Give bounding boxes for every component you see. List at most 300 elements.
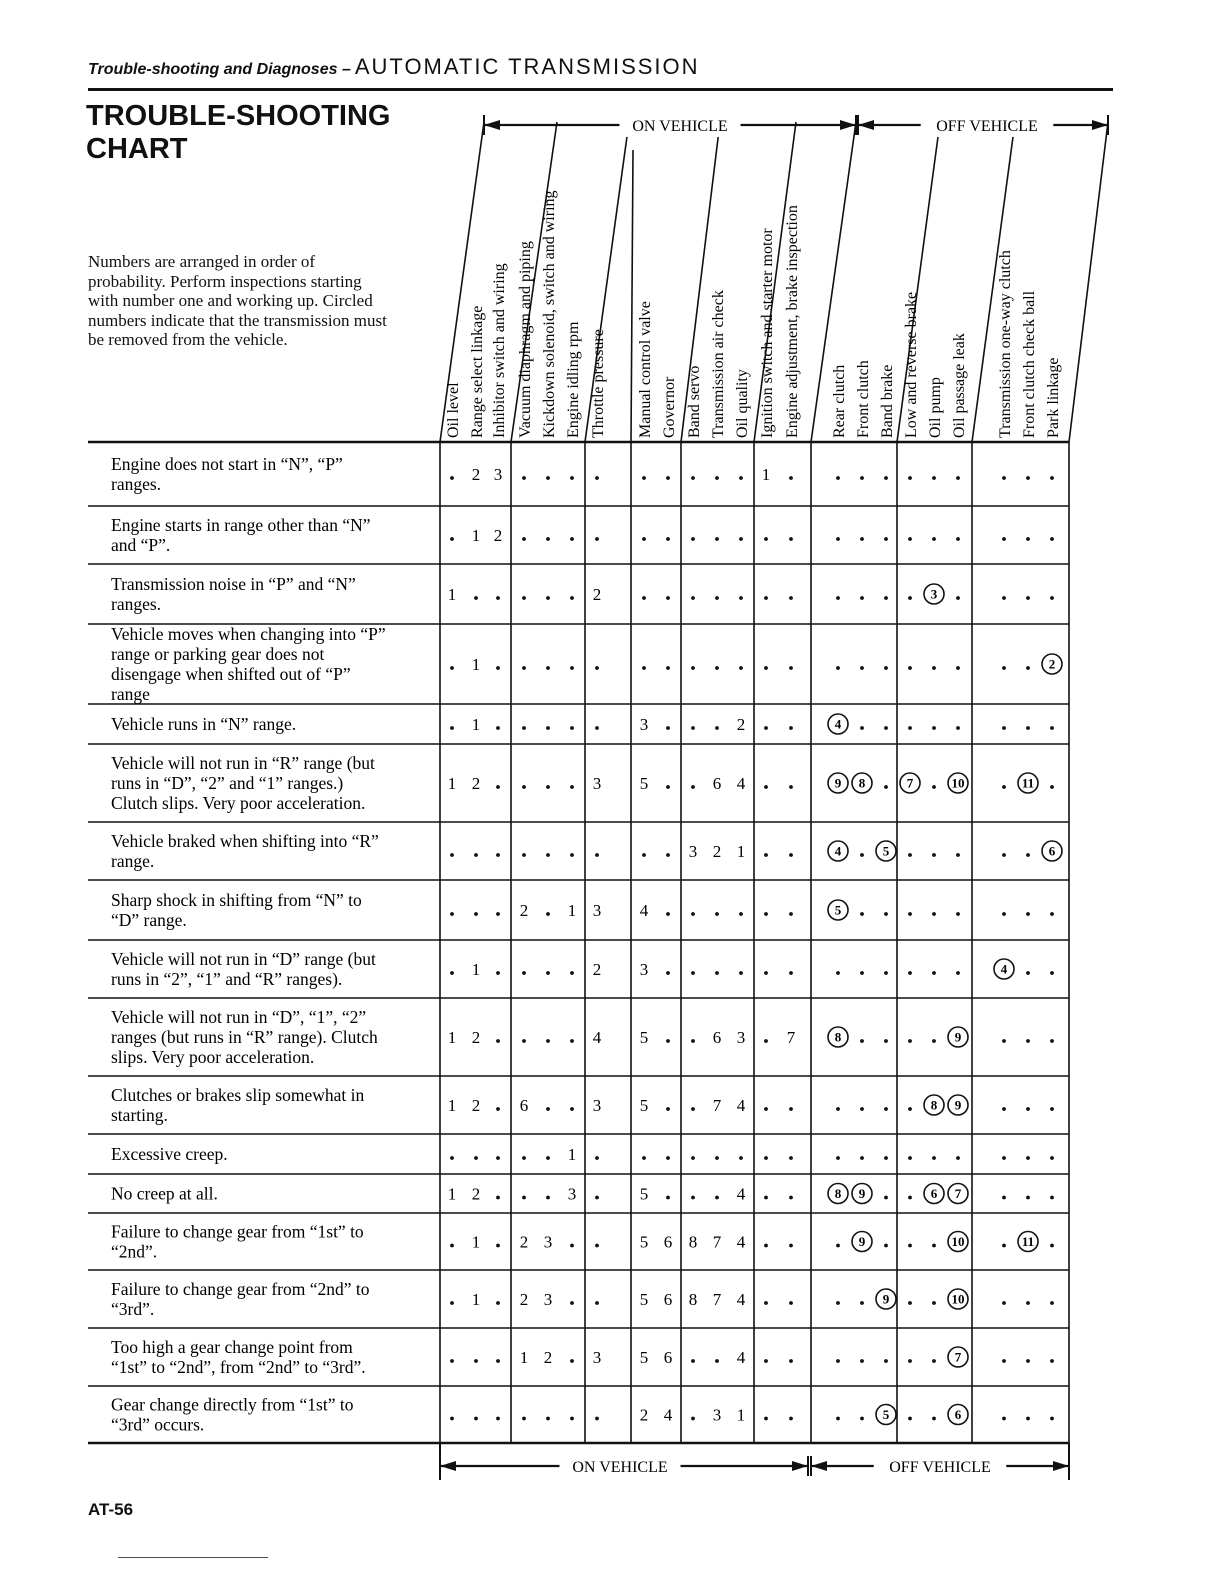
page-title-line2: CHART [86,133,188,165]
cell-dot [836,666,840,670]
cell-dot [884,476,888,480]
cell-dot [1002,785,1006,789]
cell-dot [932,971,936,975]
cell-circled-number: 5 [882,843,890,859]
cell-dot [715,971,719,975]
column-header: Band brake [879,364,896,438]
cell-dot [570,853,574,857]
cell-dot [1002,1107,1006,1111]
cell-dot [496,1359,500,1363]
cell-dot [570,785,574,789]
row-symptom-line: slips. Very poor acceleration. [111,1047,315,1067]
cell-circled-number: 10 [951,775,965,791]
cell-dot [666,1039,670,1043]
cell-dot [1026,1417,1030,1421]
cell-dot [860,537,864,541]
cell-number: 2 [639,1405,649,1425]
row-symptom-line: “1st” to “2nd”, from “2nd” to “3rd”. [111,1357,366,1377]
cell-dot [666,912,670,916]
cell-dot [474,1156,478,1160]
cell-dot [522,666,526,670]
cell-dot [1002,537,1006,541]
cell-dot [595,853,599,857]
cell-number: 4 [736,774,746,793]
cell-circled-number: 9 [834,775,842,791]
cell-dot [715,1156,719,1160]
cell-dot [908,853,912,857]
running-head-section: Trouble-shooting and Diagnoses – [88,61,351,78]
row-symptom-line: ranges. [111,594,162,614]
cell-dot [496,1107,500,1111]
header-divider [631,150,633,442]
running-head-subject: AUTOMATIC TRANSMISSION [354,54,700,79]
cell-number: 2 [519,1232,529,1252]
cell-number: 3 [592,901,602,920]
cell-dot [450,971,454,975]
cell-dot [932,1039,936,1043]
cell-number: 5 [639,1348,649,1367]
cell-dot [1002,912,1006,916]
cell-dot [932,726,936,730]
cell-dot [570,1417,574,1421]
column-header: Rear clutch [831,364,848,438]
cell-dot [884,1196,888,1200]
cell-dot [1026,853,1030,857]
cell-circled-number: 5 [882,1407,890,1422]
cell-dot [715,912,719,916]
cell-number: 4 [736,1290,746,1309]
cell-circled-number: 5 [834,902,842,918]
row-symptom-line: Vehicle will not run in “D”, “1”, “2” [111,1007,367,1027]
column-header: Oil passage leak [951,333,968,438]
row-symptom-line: range. [111,851,155,871]
cell-dot [1050,971,1054,975]
cell-dot [666,476,670,480]
cell-dot [1026,666,1030,670]
cell-circled-number: 10 [951,1234,965,1249]
cell-dot [956,726,960,730]
row-symptom-line: “3rd” occurs. [111,1414,205,1435]
cell-dot [1002,1156,1006,1160]
cell-dot [739,971,743,975]
cell-number: 2 [736,715,746,734]
off-vehicle-label-bottom: OFF VEHICLE [889,1459,991,1476]
cell-dot [764,1039,768,1043]
cell-dot [860,1417,864,1421]
cell-dot [666,1107,670,1111]
cell-number: 2 [471,1096,481,1115]
row-symptom [111,714,296,734]
off-vehicle-arrow-bottom-head-left [811,1461,827,1471]
cell-dot [908,726,912,730]
cell-circled-number: 4 [834,843,842,859]
column-header: Oil quality [734,369,751,438]
cell-dot [789,1156,793,1160]
cell-dot [884,537,888,541]
cell-dot [836,1301,840,1305]
cell-dot [666,1156,670,1160]
cell-number: 3 [639,715,649,734]
cell-number: 1 [519,1348,529,1367]
column-header: Band servo [686,365,703,438]
cell-dot [1002,1301,1006,1305]
cell-dot [642,1156,646,1160]
cell-dot [1026,1107,1030,1111]
cell-circled-number: 6 [954,1407,962,1422]
cell-dot [932,666,936,670]
cell-dot [956,476,960,480]
row-symptom-line: starting. [111,1105,168,1125]
cell-dot [764,1156,768,1160]
cell-dot [691,1107,695,1111]
cell-dot [1026,537,1030,541]
cell-dot [546,1039,550,1043]
on-vehicle-arrow-bottom-head-right [792,1461,808,1471]
cell-dot [546,785,550,789]
cell-dot [1002,1417,1006,1421]
cell-circled-number: 8 [834,1186,842,1201]
cell-dot [1026,912,1030,916]
column-header: Vacuum diaphragm and piping [517,241,534,438]
cell-dot [450,853,454,857]
cell-dot [789,971,793,975]
cell-dot [908,537,912,541]
cell-dot [496,1244,500,1248]
off-vehicle-arrow-bottom-head-right [1053,1461,1069,1471]
cell-dot [789,666,793,670]
cell-dot [570,537,574,541]
cell-dot [1002,1244,1006,1248]
cell-dot [570,666,574,670]
row-symptom [111,515,371,555]
cell-dot [642,666,646,670]
cell-dot [522,476,526,480]
cell-number: 3 [712,1405,722,1425]
cell-dot [1026,596,1030,600]
cell-number: 4 [663,1405,673,1425]
cell-dot [595,537,599,541]
cell-dot [908,666,912,670]
cell-number: 7 [712,1096,722,1115]
row-symptom-line: Transmission noise in “P” and “N” [111,574,356,594]
cell-dot [666,785,670,789]
column-header: Ignition switch and starter motor [759,228,776,438]
cell-dot [836,537,840,541]
cell-dot [691,785,695,789]
row-symptom [111,454,343,494]
cell-dot [956,912,960,916]
cell-dot [789,853,793,857]
cell-dot [932,1359,936,1363]
cell-dot [1026,1196,1030,1200]
cell-dot [739,596,743,600]
cell-dot [450,1244,454,1248]
cell-circled-number: 8 [834,1029,842,1045]
cell-number: 5 [639,1290,649,1309]
cell-dot [546,476,550,480]
cell-dot [496,726,500,730]
cell-dot [836,1107,840,1111]
cell-dot [764,1359,768,1363]
cell-number: 3 [592,774,602,793]
footer-rule [118,1557,268,1558]
cell-dot [546,1156,550,1160]
cell-dot [715,1196,719,1200]
cell-dot [764,666,768,670]
row-symptom-line: range or parking gear does not [111,644,325,664]
cell-dot [884,596,888,600]
row-symptom-line: Clutch slips. Very poor acceleration. [111,793,366,813]
cell-dot [884,1156,888,1160]
cell-dot [764,726,768,730]
cell-dot [595,1417,599,1421]
cell-dot [860,853,864,857]
cell-number: 3 [567,1184,577,1204]
column-header: Inhibitor switch and wiring [491,263,508,438]
cell-dot [496,1196,500,1200]
cell-number: 1 [447,585,457,604]
row-symptom-line: disengage when shifted out of “P” [111,664,351,684]
cell-dot [666,596,670,600]
cell-dot [546,1417,550,1421]
cell-dot [715,726,719,730]
cell-number: 5 [639,1184,649,1204]
row-symptom-line: runs in “2”, “1” and “R” ranges). [111,969,343,989]
cell-dot [595,1156,599,1160]
cell-dot [642,537,646,541]
cell-circled-number: 2 [1048,656,1056,672]
cell-circled-number: 7 [954,1186,962,1201]
cell-dot [570,1301,574,1305]
cell-number: 2 [471,465,481,484]
cell-dot [715,537,719,541]
cell-dot [570,1107,574,1111]
cell-dot [860,726,864,730]
on-vehicle-arrow-bottom-head-left [440,1461,456,1471]
column-header: Kickdown solenoid, switch and wiring [541,190,558,438]
cell-dot [764,853,768,857]
row-symptom-line: Gear change directly from “1st” to [111,1394,354,1415]
cell-dot [739,1156,743,1160]
cell-dot [1026,1156,1030,1160]
cell-dot [789,1359,793,1363]
row-symptom-line: runs in “D”, “2” and “1” ranges.) [111,773,344,793]
cell-dot [908,476,912,480]
cell-number: 3 [493,465,503,484]
cell-number: 6 [663,1232,673,1252]
cell-dot [956,1156,960,1160]
cell-dot [450,726,454,730]
cell-number: 8 [688,1232,698,1252]
cell-dot [789,1244,793,1248]
cell-dot [450,1417,454,1421]
cell-dot [884,1359,888,1363]
cell-dot [570,1244,574,1248]
row-symptom [111,1085,364,1125]
cell-number: 3 [639,960,649,979]
cell-number: 1 [471,526,481,545]
cell-number: 2 [471,1184,481,1204]
row-symptom [111,1337,366,1377]
cell-dot [789,1107,793,1111]
cell-dot [522,785,526,789]
cell-number: 2 [592,960,602,979]
cell-dot [908,1244,912,1248]
cell-dot [908,1196,912,1200]
row-symptom-line: Engine does not start in “N”, “P” [111,454,343,474]
row-symptom [111,890,362,930]
cell-dot [956,596,960,600]
cell-dot [836,1156,840,1160]
cell-circled-number: 7 [906,775,914,791]
cell-dot [764,1301,768,1305]
cell-dot [789,785,793,789]
cell-number: 1 [567,1145,577,1164]
cell-number: 2 [519,901,529,920]
row-symptom [111,624,386,704]
cell-circled-number: 11 [1021,775,1035,791]
cell-dot [496,1156,500,1160]
cell-dot [691,971,695,975]
cell-dot [739,666,743,670]
cell-dot [1050,596,1054,600]
cell-number: 3 [736,1028,746,1047]
cell-number: 6 [663,1348,673,1367]
cell-dot [1002,596,1006,600]
column-header: Front clutch check ball [1021,290,1038,438]
row-symptom-line: Excessive creep. [111,1144,228,1164]
row-symptom-line: No creep at all. [111,1183,218,1204]
cell-dot [908,1417,912,1421]
cell-number: 6 [663,1290,673,1309]
cell-dot [450,476,454,480]
cell-number: 1 [447,1184,457,1204]
column-header: Oil pump [927,377,944,438]
cell-dot [764,912,768,916]
cell-dot [496,1039,500,1043]
cell-number: 5 [639,1096,649,1115]
cell-dot [691,666,695,670]
cell-dot [691,1196,695,1200]
cell-circled-number: 6 [930,1186,938,1201]
cell-dot [474,596,478,600]
cell-dot [1026,1301,1030,1305]
row-symptom-line: Failure to change gear from “1st” to [111,1221,364,1242]
column-header: Park linkage [1045,357,1062,438]
cell-dot [789,1417,793,1421]
cell-dot [1050,1156,1054,1160]
cell-dot [450,1156,454,1160]
cell-dot [884,912,888,916]
cell-dot [691,596,695,600]
row-symptom-line: Engine starts in range other than “N” [111,515,371,535]
cell-dot [474,1359,478,1363]
cell-number: 7 [712,1290,722,1309]
cell-dot [739,476,743,480]
cell-circled-number: 9 [882,1291,890,1307]
cell-dot [546,912,550,916]
cell-dot [1050,912,1054,916]
cell-dot [595,726,599,730]
cell-number: 4 [736,1184,746,1204]
column-header: Front clutch [855,360,872,438]
row-symptom-line: Clutches or brakes slip somewhat in [111,1085,365,1105]
cell-dot [450,912,454,916]
cell-dot [884,785,888,789]
cell-dot [932,853,936,857]
cell-number: 6 [712,1028,722,1047]
cell-dot [836,476,840,480]
cell-dot [522,1039,526,1043]
cell-number: 1 [567,901,577,920]
row-symptom [111,1395,354,1435]
cell-dot [1050,476,1054,480]
row-symptom [111,574,356,614]
cell-number: 4 [736,1232,746,1252]
cell-dot [884,726,888,730]
cell-dot [666,726,670,730]
cell-dot [1002,476,1006,480]
cell-number: 3 [543,1290,553,1309]
row-symptom-line: “D” range. [111,910,187,930]
row-symptom-line: Failure to change gear from “2nd” to [111,1279,370,1299]
cell-dot [1002,1039,1006,1043]
cell-number: 3 [688,842,698,861]
cell-dot [860,1039,864,1043]
cell-dot [860,1301,864,1305]
cell-dot [496,666,500,670]
cell-dot [546,971,550,975]
cell-dot [860,666,864,670]
cell-dot [666,971,670,975]
cell-dot [1050,1107,1054,1111]
cell-dot [642,853,646,857]
cell-number: 2 [493,526,503,545]
cell-dot [789,476,793,480]
cell-number: 3 [592,1096,602,1115]
cell-dot [956,853,960,857]
cell-number: 4 [639,901,649,920]
cell-dot [570,971,574,975]
cell-dot [884,1107,888,1111]
cell-dot [1050,1244,1054,1248]
cell-dot [932,1417,936,1421]
cell-number: 1 [471,655,481,674]
cell-number: 8 [688,1290,698,1309]
row-symptom-line: Vehicle braked when shifting into “R” [111,831,379,851]
cell-dot [1050,726,1054,730]
cell-number: 4 [736,1348,746,1367]
cell-dot [496,1417,500,1421]
on-vehicle-label-bottom: ON VEHICLE [572,1459,668,1476]
cell-dot [764,537,768,541]
cell-number: 1 [736,1405,746,1425]
cell-dot [496,853,500,857]
cell-dot [860,1156,864,1160]
cell-dot [522,1417,526,1421]
cell-dot [836,1359,840,1363]
column-header: Throttle pressure [590,329,607,438]
cell-number: 2 [543,1348,553,1367]
cell-dot [691,912,695,916]
column-header: Engine adjustment, brake inspection [784,205,801,438]
page-number: AT-56 [88,1500,134,1519]
row-symptom-line: Vehicle moves when changing into “P” [111,624,386,644]
cell-dot [836,1417,840,1421]
cell-circled-number: 9 [858,1186,866,1201]
cell-dot [546,596,550,600]
cell-dot [546,537,550,541]
